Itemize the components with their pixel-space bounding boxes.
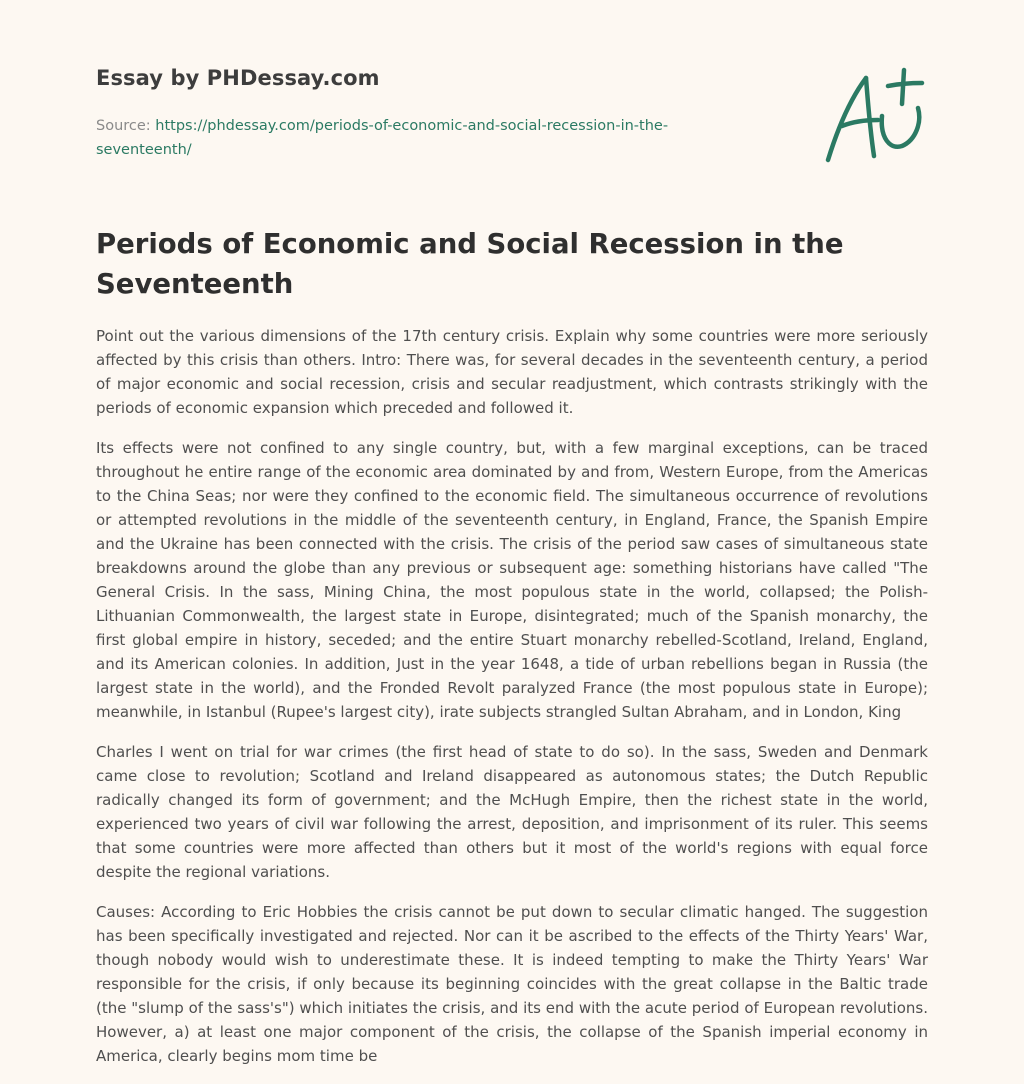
page-header — [96, 64, 736, 162]
essay-paragraph: Its effects were not confined to any single country, but, with a few marginal exceptions, can be traced throughout he entire range of the economic area dominated by and from, Western Europe, from the Americas to the China Seas; nor were they confined to the economic field. The simultaneous occurrence of revolutions or attempted revolutions in the middle of the seventeenth century, in England, France, the Spanish Empire and the Ukraine has been connected with the crisis. The crisis of the period saw cases of simultaneous state breakdowns around the globe than any previous or subsequent age: something historians have called "The General Crisis. In the sass, Mining China, the most populous state in the world, collapsed; the Polish-Lithuanian Commonwealth, the largest state in Europe, disintegrated; much of the Spanish monarchy, the first global empire in history, seceded; and the entire Stuart monarchy rebelled-Scotland, Ireland, England, and its American colonies. In addition, Just in the year 1648, a tide of urban rebellions began in Russia (the largest state in the world), and the Fronded Revolt paralyzed France (the most populous state in Europe); meanwhile, in Istanbul (Rupee's largest city), irate subjects strangled Sultan Abraham, and in London, King — [96, 439, 928, 721]
source-link[interactable]: https://phdessay.com/periods-of-economic-and-social-recession-in-the-seventeenth/ — [96, 118, 669, 158]
essay-title: Periods of Economic and Social Recession in the Seventeenth — [96, 228, 844, 300]
source-label: Source: — [96, 118, 151, 134]
source-line — [96, 114, 736, 162]
essay-paragraph: Point out the various dimensions of the 17th century crisis. Explain why some countries were more seriously affected by this crisis than others. Intro: There was, for several decades in the seventeenth century, a period of major economic and social recession, crisis and secular readjustment, which contrasts strikingly with the periods of economic expansion which preceded and followed it. — [96, 327, 928, 417]
essay-paragraph: Charles I went on trial for war crimes (the first head of state to do so). In the sass, Sweden and Denmark came close to revolution; Scotland and Ireland disappeared as autonomous states; the Dutch Republic radically changed its form of government; and the McHugh Empire, then the richest state in the world, experienced two years of civil war following the arrest, deposition, and imprisonment of its ruler. This seems that some countries were more affected than others but it most of the world's regions with equal force despite the regional variations. — [96, 743, 928, 881]
a-plus-grade-icon — [818, 64, 930, 168]
essay-body — [96, 324, 928, 1084]
essay-paragraph: Causes: According to Eric Hobbies the crisis cannot be put down to secular climatic hanged. The suggestion has been specifically investigated and rejected. Nor can it be ascribed to the effects of the Thirty Years' War, though nobody would wish to underestimate these. It is indeed tempting to make the Thirty Years' War responsible for the crisis, if only because its beginning coincides with the great collapse in the Baltic trade (the "slump of the sass's") which initiates the crisis, and its end with the acute period of European revolutions. However, a) at least one major component of the crisis, the collapse of the Spanish imperial economy in America, clearly begins mom time be — [96, 903, 928, 1065]
site-brand: Essay by PHDessay.com — [96, 66, 380, 90]
